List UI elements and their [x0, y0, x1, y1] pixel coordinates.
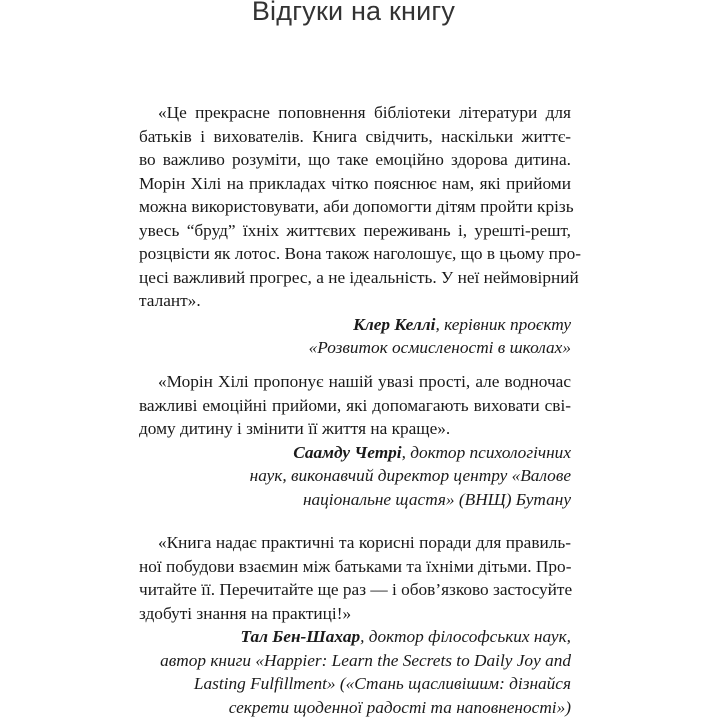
attribution-line [139, 625, 571, 649]
quote-line: здобуті знання на практиці!» [139, 602, 571, 626]
quote-line: увесь “бруд” їхніх життєвих переживань і, урешті-решт, [139, 219, 571, 243]
reviewer-role: , керівник проєкту [435, 315, 571, 334]
attribution-line [139, 313, 571, 337]
attribution-line: «Розвиток осмисленості в школах» [139, 336, 571, 360]
quote-line: важливі емоційні прийоми, які допомагають виховати сві- [139, 394, 571, 418]
review-3 [139, 531, 571, 719]
quote-line: «Морін Хілі пропонує нашій увазі прості, але водночас [139, 370, 571, 394]
reviewer-name: Тал Бен-Шахар [241, 627, 361, 646]
reviewer-name: Клер Келлі [353, 315, 435, 334]
quote-line: «Це прекрасне поповнення бібліотеки літератури для [139, 101, 571, 125]
quote-line: «Книга надає практичні та корисні поради для правиль- [139, 531, 571, 555]
attribution-line: національне щастя» (ВНЩ) Бутану [139, 488, 571, 512]
attribution-line: секрети щоденної радості та наповненості») [139, 696, 571, 719]
quote-line: читайте її. Перечитайте ще раз — і обов’язково застосуйте [139, 578, 571, 602]
quote-line: розцвісти як лотос. Вона також наголошує, що в цьому про- [139, 242, 571, 266]
review-1 [139, 101, 571, 360]
page-title: Відгуки на книгу [0, 0, 707, 27]
reviewer-role: , доктор філософських наук, [360, 627, 571, 646]
attribution-line: автор книги «Happier: Learn the Secrets to Daily Joy and [139, 649, 571, 673]
reviewer-name: Саамду Четрі [293, 443, 401, 462]
attribution-line: наук, виконавчий директор центру «Валове [139, 464, 571, 488]
quote-line: талант». [139, 289, 571, 313]
review-2 [139, 370, 571, 511]
quote-line: можна використовувати, аби допомогти дітям пройти крізь [139, 195, 571, 219]
quote-line: Морін Хілі на прикладах чітко пояснює нам, які прийоми [139, 172, 571, 196]
quote-line: ної побудови взаємин між батьками та їхніми дітьми. Про- [139, 555, 571, 579]
reviewer-role: , доктор психологічних [402, 443, 571, 462]
quote-line: цесі важливий прогрес, а не ідеальність. У неї неймовірний [139, 266, 571, 290]
attribution-line: Lasting Fulfillment» («Стань щасливішим: дізнайся [139, 672, 571, 696]
quote-line: во важливо розуміти, що таке емоційно здорова дитина. [139, 148, 571, 172]
quote-line: дому дитину і змінити її життя на краще». [139, 417, 571, 441]
quote-line: батьків і вихователів. Книга свідчить, наскільки життє- [139, 125, 571, 149]
attribution-line [139, 441, 571, 465]
